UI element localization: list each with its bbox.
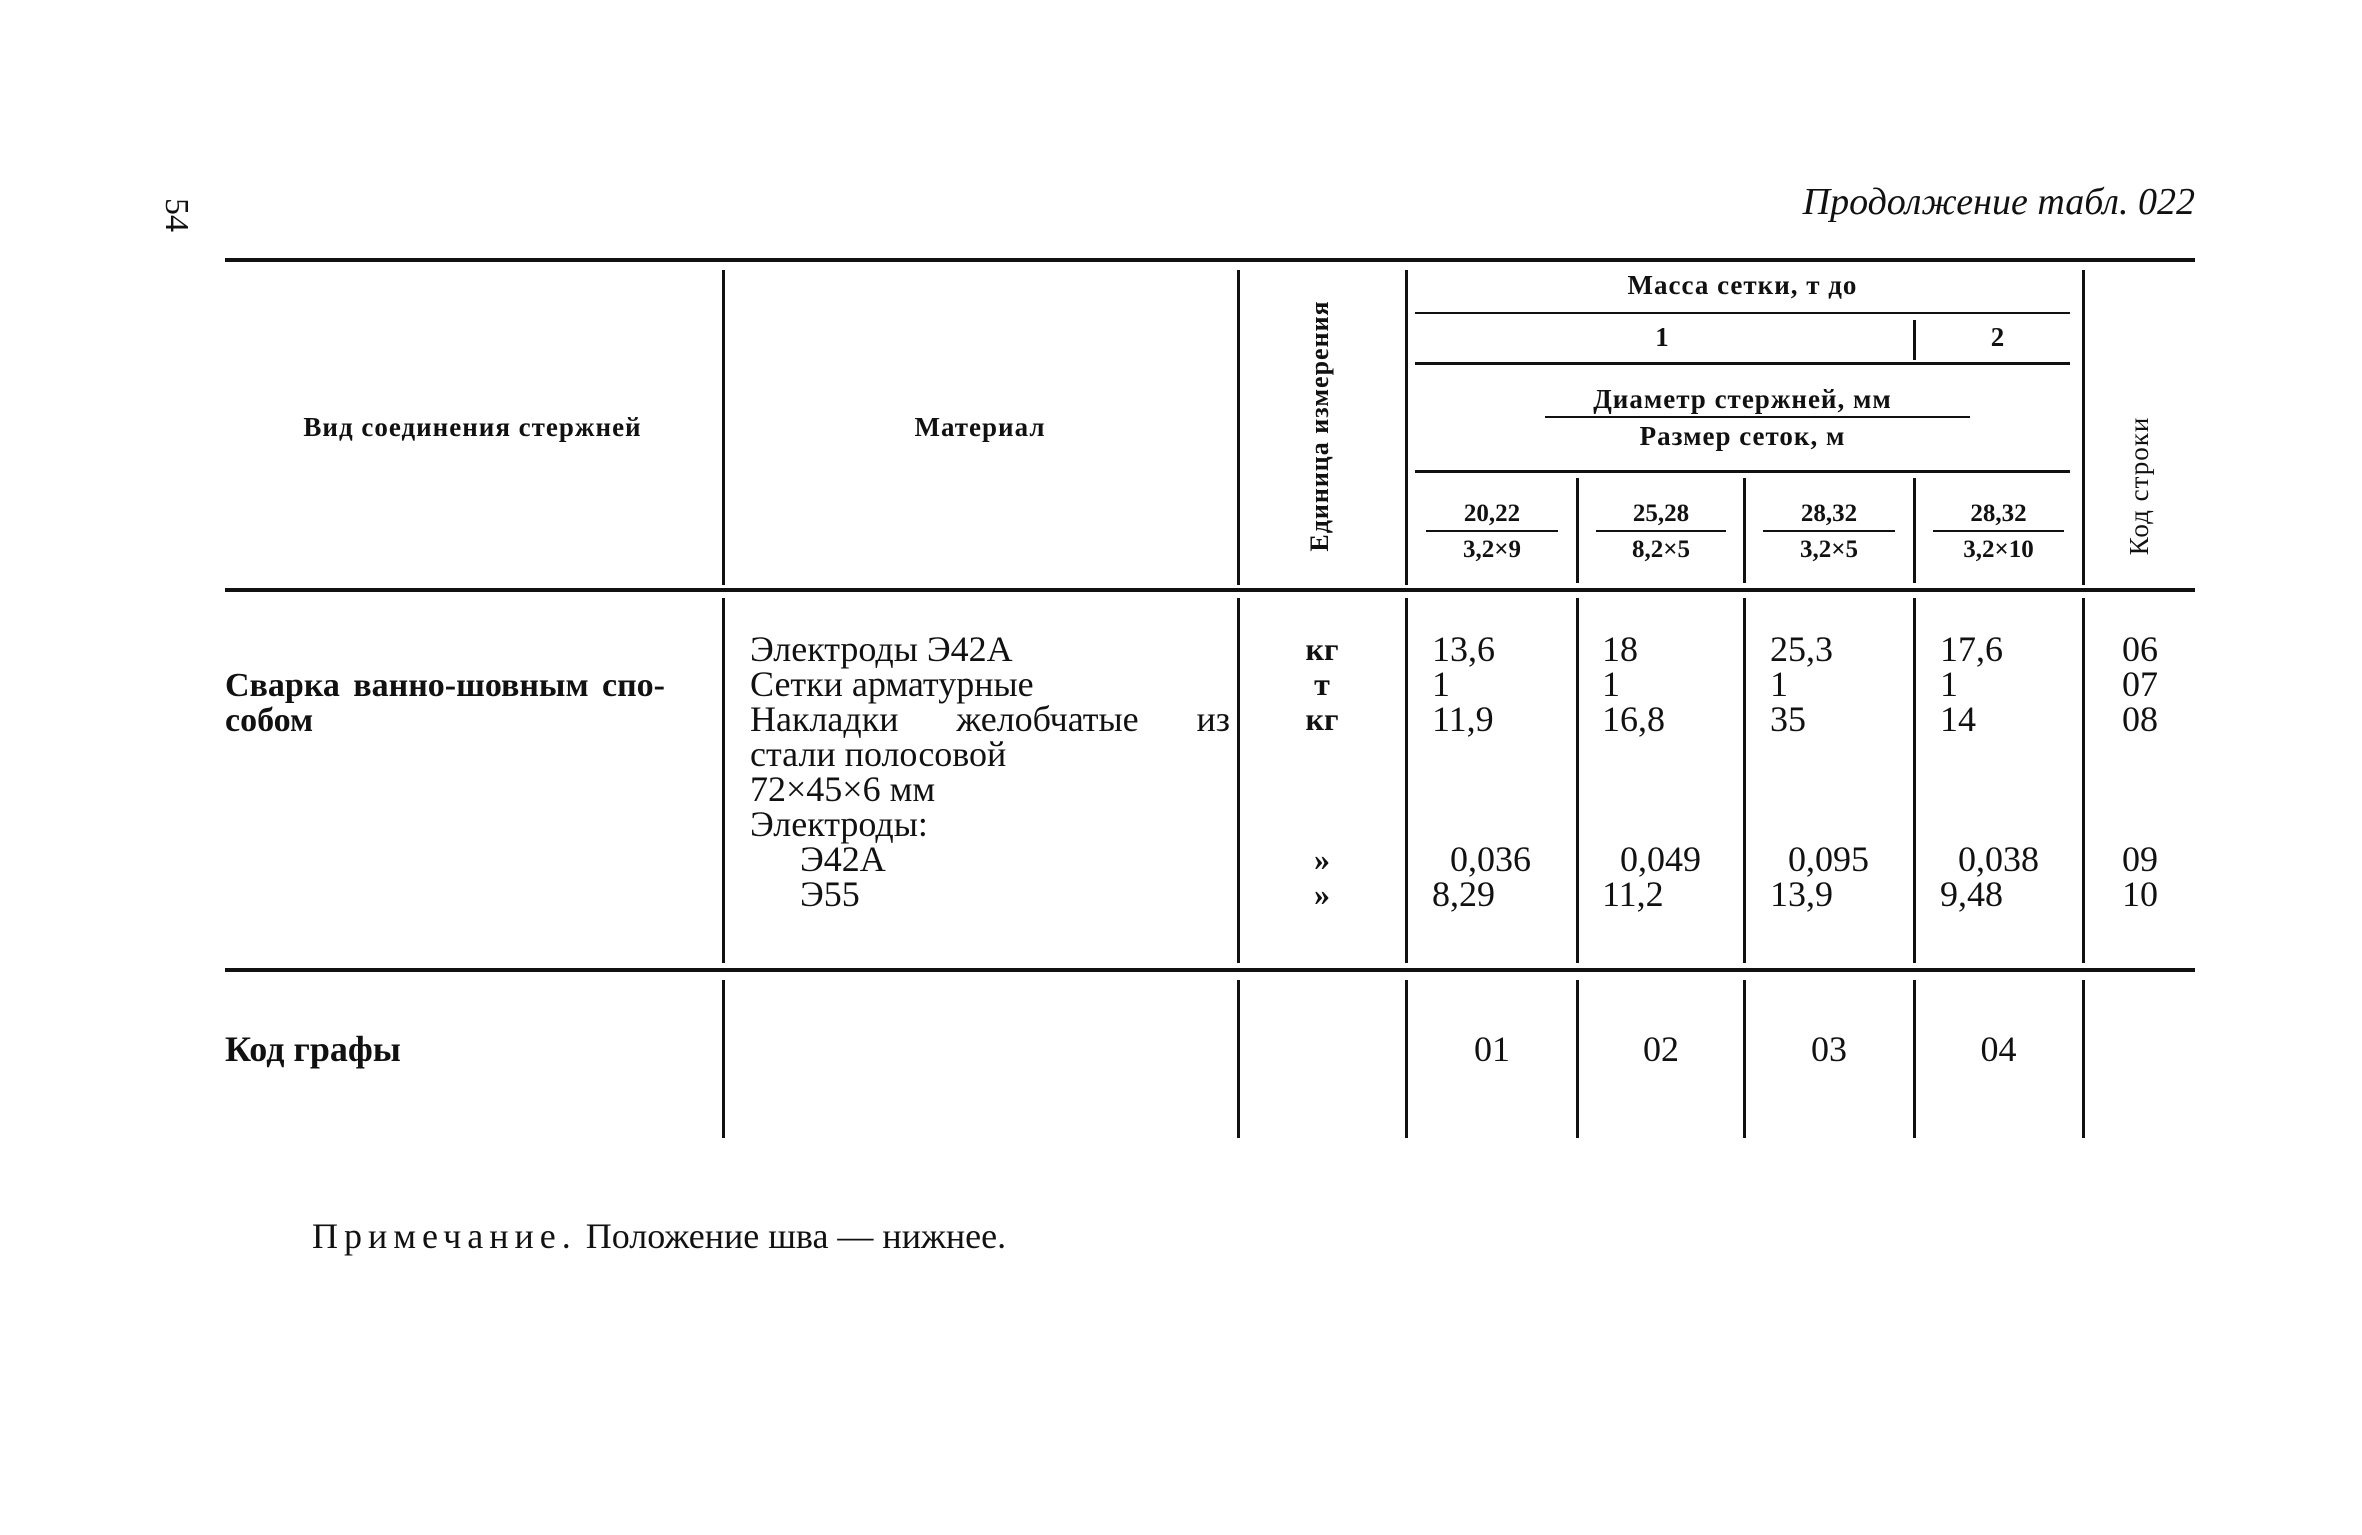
body-rule-4 <box>1576 598 1579 963</box>
values-column-4 <box>1940 629 2080 914</box>
header-col-3-size: 3,2×5 <box>1800 536 1858 563</box>
footer-rule-4 <box>1576 980 1579 1138</box>
unit-value: » <box>1314 876 1330 912</box>
header-mass-title: Масса сетки, т до <box>1627 270 1858 300</box>
value-cell: 1 <box>1940 664 1958 704</box>
col-rule-4 <box>1576 478 1579 583</box>
value-cell: 8,29 <box>1432 874 1495 914</box>
value-cell: 13,6 <box>1432 629 1495 669</box>
footer-code-2: 02 <box>1643 1029 1679 1069</box>
col-rule-2 <box>1237 270 1240 585</box>
header-mass-group-1: 1 <box>1655 322 1670 352</box>
footer-rule-5 <box>1743 980 1746 1138</box>
header-unit-cell <box>1241 270 1403 585</box>
header-col-2-diameter: 25,28 <box>1632 500 1690 527</box>
value-cell: 13,9 <box>1770 874 1833 914</box>
value-cell: 11,9 <box>1432 699 1494 739</box>
header-material: Материал <box>914 412 1046 442</box>
row-code: 10 <box>2122 874 2158 914</box>
row-codes-column <box>2085 629 2195 914</box>
material-item: Э42А <box>800 839 886 879</box>
unit-value: кг <box>1305 701 1339 737</box>
header-col-3-diameter: 28,32 <box>1800 500 1858 527</box>
value-cell: 1 <box>1602 664 1620 704</box>
header-col-4-diameter: 28,32 <box>1970 500 2027 527</box>
value-cell: 18 <box>1602 629 1638 669</box>
header-diameter-label: Диаметр стержней, мм <box>1593 384 1892 414</box>
continuation-title: Продолжение табл. 022 <box>1802 181 2195 223</box>
row-code: 07 <box>2122 664 2158 704</box>
header-col-1-diameter: 20,22 <box>1463 500 1521 527</box>
header-col-2 <box>1580 500 1742 564</box>
subheader-rule <box>1415 470 2070 473</box>
unit-value: т <box>1314 666 1330 702</box>
header-col-3 <box>1747 500 1911 564</box>
page-number: 54 <box>158 198 195 232</box>
note-text: Положение шва — нижнее. <box>585 1216 1007 1256</box>
material-item: Накладки желобчатые из <box>750 699 1230 739</box>
values-column-2 <box>1602 629 1742 914</box>
footer-code-3: 03 <box>1811 1029 1847 1069</box>
joint-type-value <box>225 668 665 738</box>
note <box>312 1215 1006 1257</box>
body-rule-3 <box>1405 598 1408 963</box>
note-label: Примечание. <box>312 1216 577 1256</box>
joint-type-line-2: собом <box>225 702 314 739</box>
body-rule-5 <box>1743 598 1746 963</box>
value-cell: 1 <box>1770 664 1788 704</box>
body-rule-6 <box>1913 598 1916 963</box>
header-mesh-size-label: Размер сеток, м <box>1639 421 1846 451</box>
value-cell: 35 <box>1770 699 1806 739</box>
value-cell: 0,038 <box>1958 839 2039 879</box>
header-row-code-cell <box>2085 270 2195 585</box>
header-col-2-size: 8,2×5 <box>1632 536 1690 563</box>
header-col-1 <box>1410 500 1574 564</box>
col-rule-6b <box>1913 478 1916 583</box>
unit-value: кг <box>1305 631 1339 667</box>
materials-list <box>750 629 1230 914</box>
material-item: Электроды: <box>750 804 928 844</box>
values-column-1 <box>1432 629 1572 914</box>
value-cell: 0,095 <box>1788 839 1869 879</box>
unit-value: » <box>1314 841 1330 877</box>
mass-title-rule <box>1415 312 2070 314</box>
body-rule-1 <box>722 598 725 963</box>
value-cell: 14 <box>1940 699 1976 739</box>
footer-rule-2 <box>1237 980 1240 1138</box>
value-cell: 0,049 <box>1620 839 1701 879</box>
units-column <box>1241 632 1403 912</box>
footer-code-1: 01 <box>1474 1029 1510 1069</box>
footer-code-4: 04 <box>1980 1029 2017 1069</box>
material-item: стали полосовой <box>750 734 1007 774</box>
value-cell: 16,8 <box>1602 699 1665 739</box>
value-cell: 11,2 <box>1602 874 1664 914</box>
row-code: 06 <box>2122 629 2158 669</box>
value-cell: 17,6 <box>1940 629 2003 669</box>
footer-rule-1 <box>722 980 725 1138</box>
material-item: Сетки арматурные <box>750 664 1034 704</box>
col-rule-3 <box>1405 270 1408 585</box>
footer-label: Код графы <box>225 1029 401 1069</box>
header-col-4-size: 3,2×10 <box>1963 536 2034 563</box>
header-row-code: Код строки <box>2124 416 2154 556</box>
body-bottom-rule <box>225 968 2195 972</box>
values-column-3 <box>1770 629 1910 914</box>
footer-rule-6 <box>1913 980 1916 1138</box>
material-item: Электроды Э42А <box>750 629 1013 669</box>
col-rule-5 <box>1743 478 1746 583</box>
header-joint-type: Вид соединения стержней <box>303 412 642 442</box>
joint-type-line-1: Сварка ванно-шовным спо- <box>225 667 665 704</box>
footer-rule-7 <box>2082 980 2085 1138</box>
header-bottom-rule <box>225 588 2195 592</box>
material-item: Э55 <box>800 874 860 914</box>
header-col-4 <box>1917 500 2080 564</box>
header-mass-group-2: 2 <box>1990 322 2006 352</box>
material-item: 72×45×6 мм <box>750 769 936 809</box>
value-cell: 1 <box>1432 664 1450 704</box>
mass-group-rule <box>1415 362 2070 365</box>
footer-rule-3 <box>1405 980 1408 1138</box>
table-top-rule <box>225 258 2195 262</box>
value-cell: 9,48 <box>1940 874 2003 914</box>
body-rule-2 <box>1237 598 1240 963</box>
row-code: 08 <box>2122 699 2158 739</box>
value-cell: 0,036 <box>1450 839 1531 879</box>
row-code: 09 <box>2122 839 2158 879</box>
value-cell: 25,3 <box>1770 629 1833 669</box>
header-col-1-size: 3,2×9 <box>1463 536 1521 563</box>
diameter-size-rule <box>1545 416 1970 418</box>
header-unit: Единица измерения <box>1305 300 1334 552</box>
